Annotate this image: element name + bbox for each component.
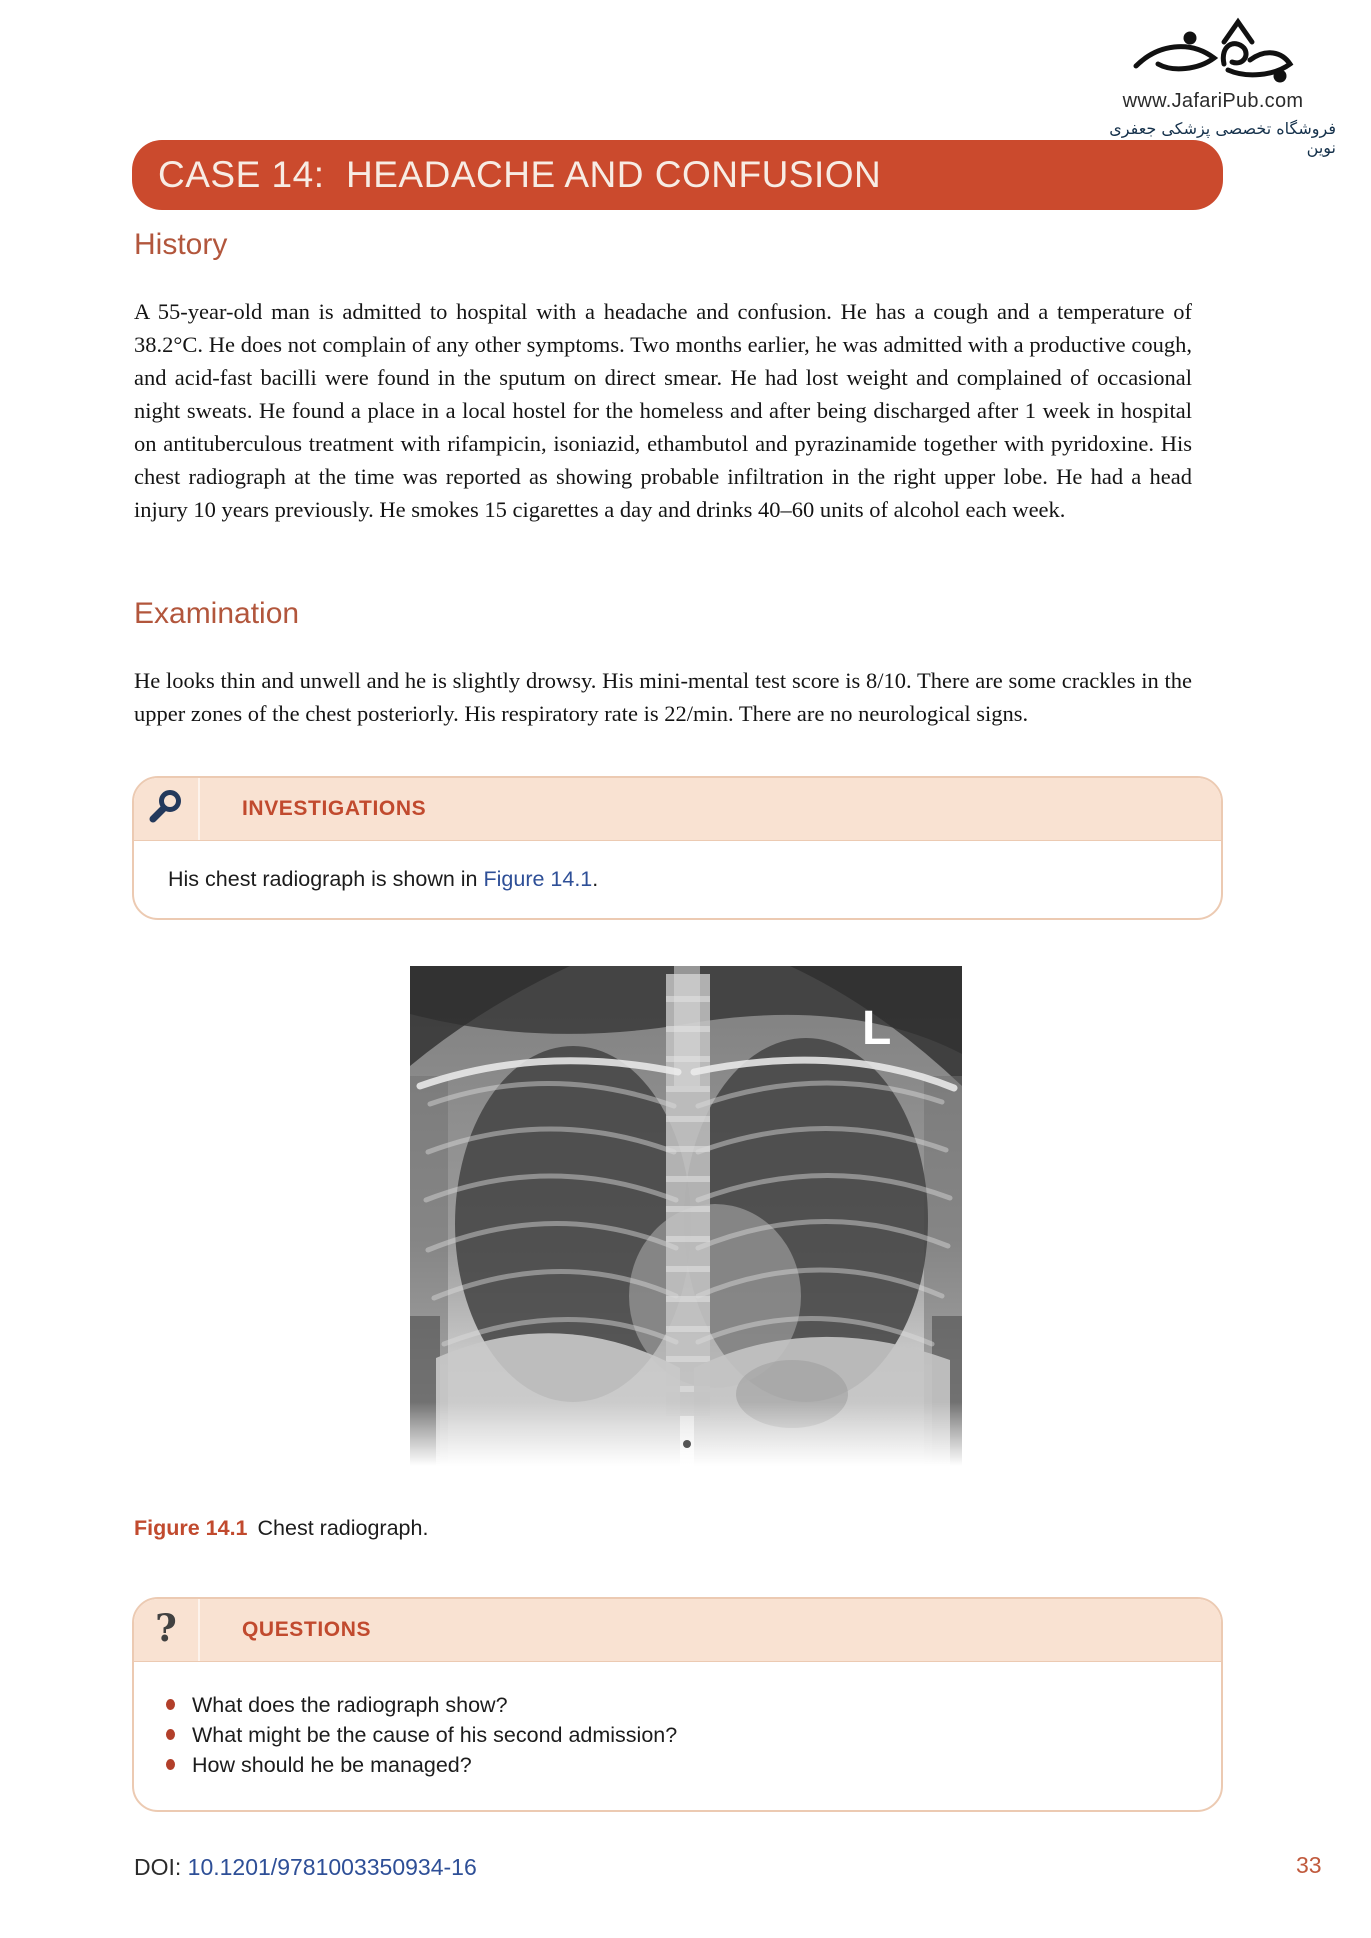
questions-icon-cell bbox=[134, 1599, 200, 1661]
question-item: How should he be managed? bbox=[166, 1750, 1221, 1780]
questions-header bbox=[134, 1599, 1221, 1662]
investigations-header bbox=[134, 778, 1221, 841]
examination-heading: Examination bbox=[134, 597, 300, 630]
page-number: 33 bbox=[1296, 1852, 1322, 1878]
publisher-url: www.JafariPub.com bbox=[1122, 90, 1304, 112]
questions-list bbox=[134, 1690, 1221, 1780]
publisher-tagline: فروشگاه تخصصی پزشکی جعفری نوین bbox=[1109, 119, 1336, 157]
examination-paragraph: He looks thin and unwell and he is slightly drowsy. His mini-mental test score is 8/10. There are some crackles in the upper zones of the chest posteriorly. His respiratory rate is 22/min. There are no neurological signs. bbox=[134, 667, 1192, 726]
questions-label: QUESTIONS bbox=[242, 1618, 372, 1641]
investigations-text: His chest radiograph is shown in bbox=[168, 867, 484, 891]
question-mark-icon: ? bbox=[155, 1605, 177, 1650]
case-title: CASE 14: HEADACHE AND CONFUSION bbox=[158, 154, 882, 195]
investigations-label: INVESTIGATIONS bbox=[242, 797, 427, 820]
investigations-body bbox=[134, 841, 1221, 892]
investigations-box bbox=[132, 776, 1223, 920]
figure-caption-label: Figure 14.1 bbox=[134, 1516, 248, 1540]
question-item: What might be the cause of his second admission? bbox=[166, 1720, 1221, 1750]
figure-link[interactable]: Figure 14.1 bbox=[483, 867, 593, 891]
investigations-text-suffix: . bbox=[592, 867, 599, 891]
figure-caption-text: Chest radiograph. bbox=[257, 1516, 429, 1540]
doi-label: DOI: bbox=[134, 1854, 188, 1880]
case-title-banner bbox=[132, 140, 1223, 210]
chest-radiograph-image bbox=[410, 966, 962, 1466]
publisher-logo-icon bbox=[1088, 14, 1338, 92]
chest-radiograph-figure bbox=[410, 966, 962, 1466]
doi-link[interactable]: 10.1201/9781003350934-16 bbox=[187, 1854, 477, 1880]
history-paragraph: A 55-year-old man is admitted to hospital with a headache and confusion. He has a cough and a temperature of 38.2°C. He does not complain of any other symptoms. Two months earlier, he was admitted with a productive cough, and acid-fast bacilli were found in the sputum on direct smear. He had lost weight and complained of occasional night sweats. He found a place in a local hostel for the homeless and after being discharged after 1 week in hospital on antituberculous treatment with rifampicin, isoniazid, ethambutol and pyrazinamide together with pyridoxine. His chest radiograph at the time was reported as showing probable infiltration in the right upper lobe. He had a head injury 10 years previously. He smokes 15 cigarettes a day and drinks 40–60 units of alcohol each week. bbox=[134, 298, 1192, 522]
questions-box bbox=[132, 1597, 1223, 1812]
investigations-icon-cell bbox=[134, 778, 200, 840]
publisher-logo-block bbox=[1088, 14, 1338, 157]
doi-line bbox=[134, 1854, 477, 1881]
figure-caption bbox=[134, 1516, 428, 1541]
history-heading: History bbox=[134, 228, 228, 261]
magnifier-icon bbox=[148, 789, 184, 830]
question-item: What does the radiograph show? bbox=[166, 1690, 1221, 1720]
left-side-marker: L bbox=[862, 1002, 892, 1055]
